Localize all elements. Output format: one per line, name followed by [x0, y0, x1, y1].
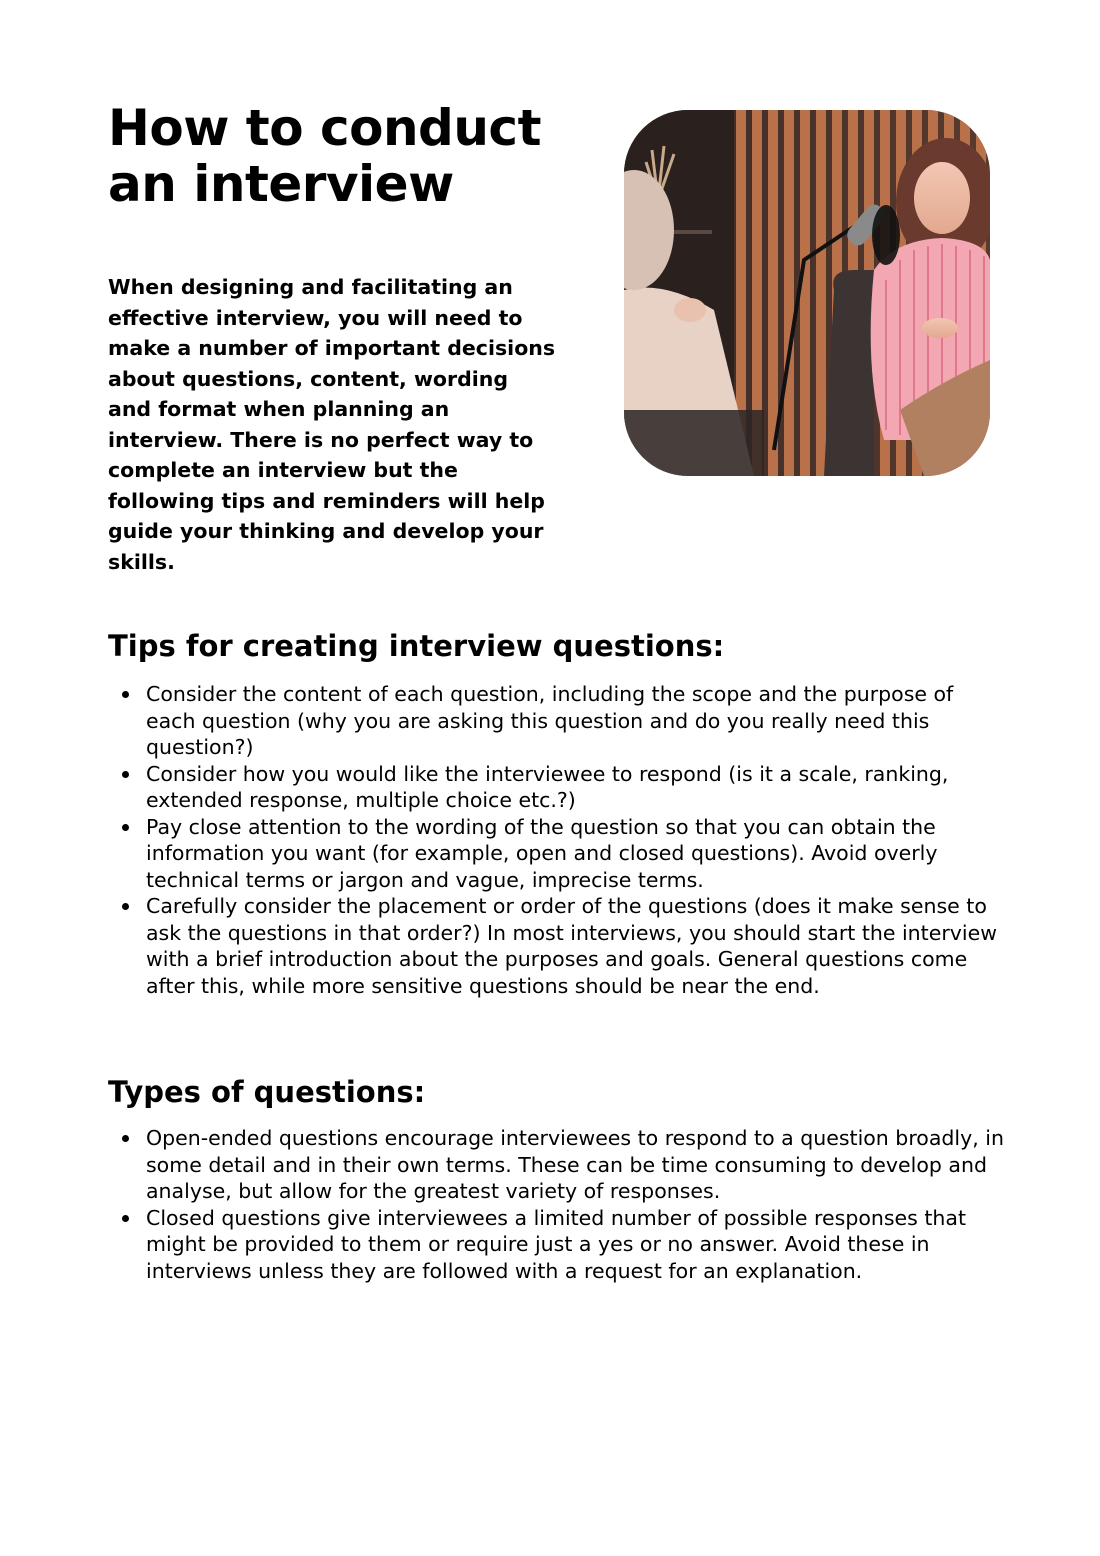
podcast-interview-photo [624, 110, 990, 476]
bullet-icon [122, 691, 129, 698]
intro-paragraph: When designing and facilitating an effective interview, you will need to make a number of important decisions about questions, content, wording and format when planning an interview. There is no perfect way to complete an interview but the following tips and reminders will help guide your thinking and develop your skills. [108, 275, 556, 574]
list-item-text: Pay close attention to the wording of the question so that you can obtain the information you want (for example, open and closed questions). Avoid overly technical terms or jargon and vague, imprecise terms. [146, 814, 938, 892]
list-item-text: Carefully consider the placement or order of the questions (does it make sense to ask the questions in that order?) In most interviews, you should start the interview with a brief introduction about the purposes and goals. General questions come after this, while more sensitive questions should be near the end. [146, 894, 997, 998]
list-item [108, 1125, 1008, 1205]
list-item-text: Closed questions give interviewees a limited number of possible responses that might be provided to them or require just a yes or no answer. Avoid these in interviews unless they are followed with a request for an explanation. [146, 1205, 966, 1283]
bullet-icon [122, 1215, 129, 1222]
list-item [108, 814, 1008, 894]
list-item [108, 893, 1008, 999]
tips-heading: Tips for creating interview questions: [108, 629, 725, 663]
tips-list [108, 681, 1008, 999]
list-item-text: Consider the content of each question, including the scope and the purpose of each question (why you are asking this question and do you really need this question?) [146, 682, 954, 759]
list-item [108, 1205, 1008, 1285]
list-item-text: Consider how you would like the interviewee to respond (is it a scale, ranking, extended response, multiple choice etc.?) [146, 761, 949, 812]
types-list [108, 1125, 1008, 1284]
page-title: How to conduct an interview [108, 99, 541, 213]
list-item [108, 761, 1008, 814]
bullet-icon [122, 771, 129, 778]
list-item-text: Open-ended questions encourage interviewees to respond to a question broadly, in some detail and in their own terms. These can be time consuming to develop and analyse, but allow for the greatest variety of responses. [146, 1126, 1004, 1203]
bullet-icon [122, 903, 129, 910]
bullet-icon [122, 824, 129, 831]
bullet-icon [122, 1135, 129, 1142]
types-heading: Types of questions: [108, 1075, 426, 1109]
list-item [108, 681, 1008, 761]
